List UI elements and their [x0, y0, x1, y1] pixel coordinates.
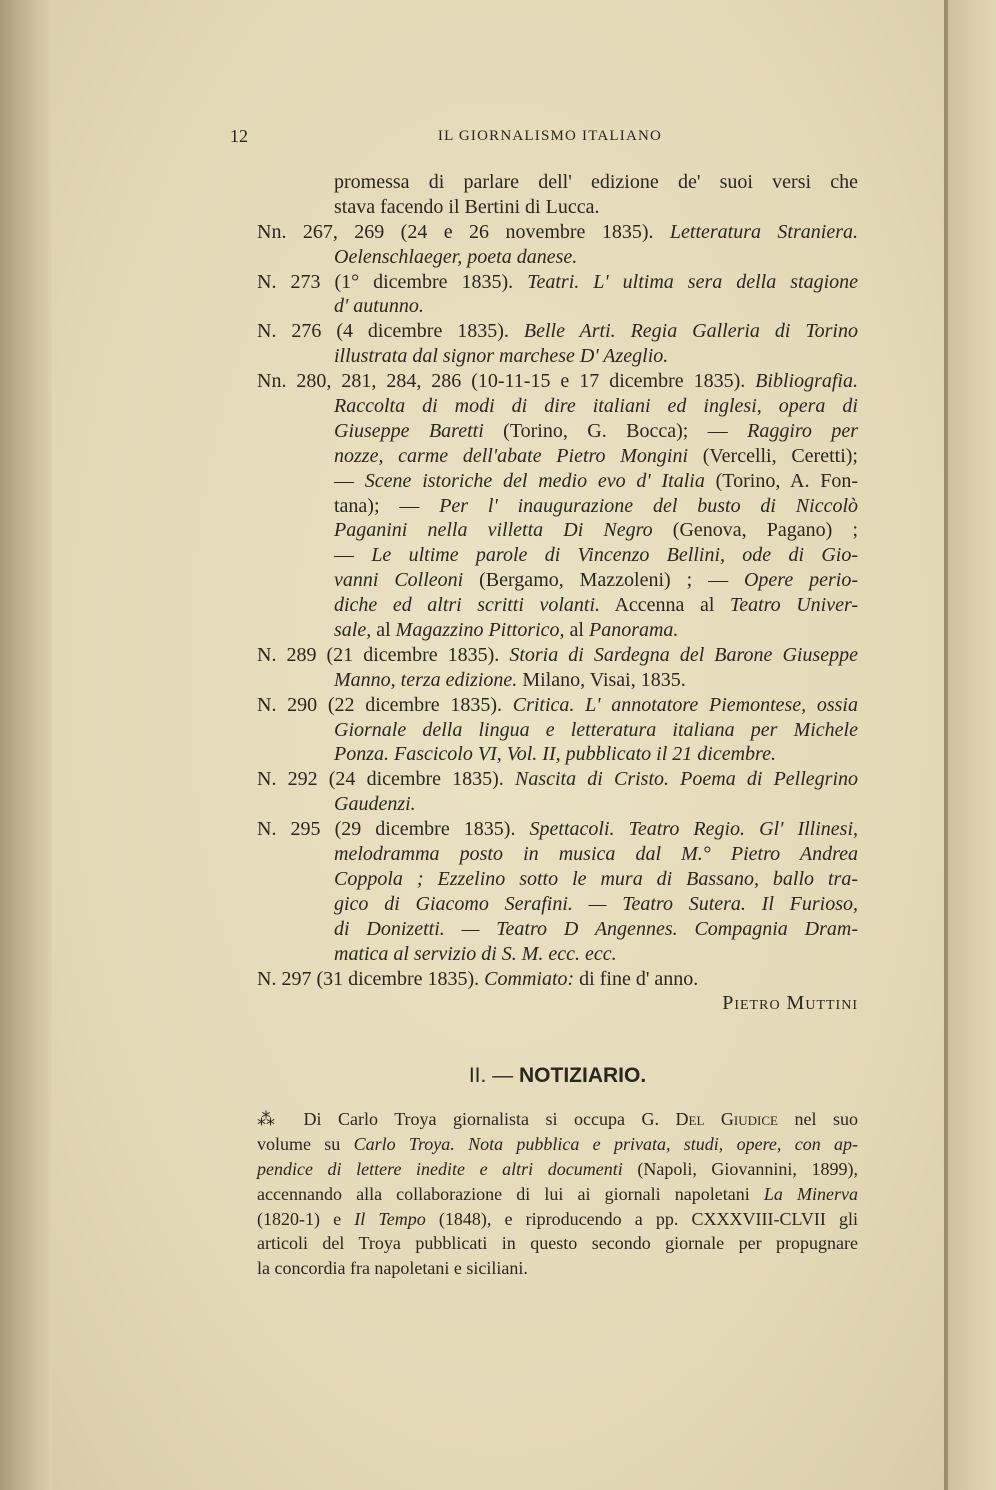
text: (1820-1) e [257, 1208, 355, 1229]
text-line [257, 718, 858, 743]
entries-list [257, 170, 858, 1016]
text-line [257, 892, 858, 917]
text-line [257, 618, 858, 643]
text-line [257, 494, 858, 519]
entry [257, 369, 858, 643]
text-line [257, 1255, 858, 1280]
italic-text: Scene istoriche del medio evo d' Italia [364, 469, 705, 492]
italic-text: Manno, terza edizione. [334, 668, 518, 691]
italic-text: Storia di Sardegna del Barone Giuseppe [509, 643, 858, 666]
text-line [257, 220, 858, 245]
entry [257, 319, 858, 369]
italic-text: sale, [334, 619, 372, 642]
text: (Genova, Pagano) ; [652, 519, 859, 542]
small-caps-text: Del Giudice [675, 1109, 778, 1129]
entry [257, 693, 858, 768]
text: — [334, 469, 365, 492]
text-line [257, 518, 858, 543]
italic-text: Raggiro per [747, 419, 858, 442]
text: N. 295 (29 dicembre 1835). [257, 818, 530, 841]
italic-text: Belle Arti. Regia Galleria di Torino [523, 320, 858, 343]
text: N. 273 (1° dicembre 1835). [257, 270, 528, 293]
italic-text: Letteratura Straniera. [669, 220, 858, 243]
italic-text: pendice di lettere inedite e altri documenti [257, 1158, 623, 1179]
italic-text: Opere perio- [743, 569, 859, 592]
text: N. 292 (24 dicembre 1835). [257, 768, 515, 791]
text-line [257, 195, 858, 220]
italic-text: Magazzino Pittorico, [395, 619, 565, 642]
text-line [257, 319, 858, 344]
italic-text: Le ultime parole di Vincenzo Bellini, ode di Gio- [371, 544, 859, 567]
text: volume su [257, 1133, 354, 1154]
italic-text: Ponza. Fascicolo VI, Vol. II, pubblicato il 21 dicembre. [334, 743, 776, 766]
italic-text: nozze, carme dell'abate Pietro Mongini [334, 444, 689, 467]
text-line [257, 469, 858, 494]
italic-text: Spettacoli. Teatro Regio. Gl' Illinesi, [529, 818, 859, 841]
text-line [257, 270, 858, 295]
text-line [257, 593, 858, 618]
continued-entry [257, 170, 858, 220]
text-line [257, 792, 858, 817]
next-page-edge [948, 0, 996, 1490]
italic-text: Oelenschlaeger, poeta danese. [334, 245, 578, 268]
text: Accenna al [600, 594, 730, 617]
italic-text: Critica. L' annotatore Piemontese, ossia [512, 693, 858, 716]
text: Nn. 267, 269 (24 e 26 novembre 1835). [257, 220, 670, 243]
text: nel suo [777, 1109, 858, 1129]
text: (Torino, A. Fon- [704, 469, 859, 492]
author-signature: Pietro Muttini [722, 992, 858, 1015]
text: la concordia fra napoletani e siciliani. [257, 1258, 528, 1279]
text: N. 290 (22 dicembre 1835). [257, 693, 513, 716]
text-line [257, 419, 858, 444]
text-line [257, 568, 858, 593]
text: ⁂ Di Carlo Troya giornalista si occupa G. [257, 1109, 676, 1129]
text-line [257, 170, 858, 195]
text-line [257, 942, 858, 967]
notiziario-paragraph [257, 1106, 858, 1280]
text: stava facendo il Bertini di Lucca. [334, 195, 600, 218]
text-line [257, 1156, 858, 1181]
italic-text: Teatri. L' ultima sera della stagione [527, 270, 859, 293]
text-line [257, 1206, 858, 1231]
text-line [257, 1106, 858, 1131]
text: Milano, Visai, 1835. [517, 668, 686, 691]
italic-text: Per l' inaugurazione del busto di Niccolò [439, 494, 858, 517]
text: N. 276 (4 dicembre 1835). [257, 320, 524, 343]
text: accennando alla collaborazione di lui ai giornali napoletani [257, 1183, 764, 1204]
italic-text: Teatro Univer- [729, 594, 859, 617]
text-line [257, 817, 858, 842]
text-line [257, 767, 858, 792]
text-line [257, 344, 858, 369]
section-title: NOTIZIARIO. [519, 1064, 647, 1087]
text-line [257, 917, 858, 942]
text: (Torino, G. Bocca); — [483, 419, 748, 442]
italic-text: matica al servizio di S. M. ecc. ecc. [334, 942, 617, 965]
entry [257, 220, 858, 270]
text: (Napoli, Giovannini, 1899), [622, 1158, 858, 1179]
binding-edge [0, 0, 52, 1490]
text-line [257, 394, 858, 419]
entry [257, 817, 858, 966]
text-line [257, 867, 858, 892]
italic-text: Giuseppe Baretti [334, 419, 484, 442]
running-title: IL GIORNALISMO ITALIANO [437, 128, 663, 144]
text-line [257, 1230, 858, 1255]
text: articoli del Troya pubblicati in questo secondo giornale per propugnare [257, 1233, 858, 1254]
text-line [257, 543, 858, 568]
text-line [257, 668, 858, 693]
text: — [334, 544, 372, 567]
text: (Bergamo, Mazzoleni) ; — [463, 569, 744, 592]
text: di fine d' anno. [574, 967, 699, 990]
italic-text: Coppola ; Ezzelino sotto le mura di Bassano, ballo tra- [334, 867, 858, 890]
italic-text: Il Tempo [354, 1208, 426, 1229]
italic-text: Carlo Troya. Nota pubblica e privata, studi, opere, con ap- [353, 1133, 858, 1154]
text-line [257, 1131, 858, 1156]
text-line [257, 294, 858, 319]
text: promessa di parlare dell' edizione de' suoi versi che [334, 171, 858, 193]
italic-text: Panorama. [588, 619, 679, 642]
text-line [257, 1181, 858, 1206]
italic-text: Raccolta di modi di dire italiani ed inglesi, opera di [334, 395, 858, 418]
text: N. 297 (31 dicembre 1835). [257, 967, 485, 990]
italic-text: d' autunno. [334, 295, 424, 318]
italic-text: melodramma posto in musica dal M.° Pietro Andrea [334, 843, 858, 866]
text-line [257, 967, 858, 992]
text-line [257, 369, 858, 394]
italic-text: Gaudenzi. [334, 793, 416, 816]
text-line [257, 245, 858, 270]
text: (Vercelli, Ceretti); [688, 444, 858, 467]
text: al [371, 619, 396, 642]
text-line [257, 693, 858, 718]
italic-text: diche ed altri scritti volanti. [334, 594, 601, 617]
text-line [257, 444, 858, 469]
page-number: 12 [230, 126, 248, 146]
italic-text: Paganini nella villetta Di Negro [334, 519, 653, 542]
text-line [257, 643, 858, 668]
italic-text: Bibliografia. [755, 370, 858, 393]
italic-text: di Donizetti. — Teatro D Angennes. Compagnia Dram- [334, 917, 858, 940]
italic-text: illustrata dal signor marchese D' Azeglio. [334, 345, 669, 368]
text-line [257, 742, 858, 767]
text: Nn. 280, 281, 284, 286 (10-11-15 e 17 dicembre 1835). [257, 370, 756, 393]
italic-text: Commiato: [484, 967, 575, 990]
italic-text: gico di Giacomo Serafini. — Teatro Sutera. Il Furioso, [334, 892, 858, 915]
entry [257, 767, 858, 817]
text: N. 289 (21 dicembre 1835). [257, 643, 510, 666]
italic-text: Giornale della lingua e letteratura italiana per Michele [334, 718, 858, 741]
text-line [257, 842, 858, 867]
entry [257, 270, 858, 320]
italic-text: vanni Colleoni [334, 569, 464, 592]
entry [257, 967, 858, 992]
text: tana); — [334, 494, 440, 517]
text: al [564, 619, 589, 642]
section-heading [257, 1064, 858, 1088]
entry [257, 643, 858, 693]
italic-text: La Minerva [763, 1183, 858, 1204]
text: (1848), e riproducendo a pp. CXXXVIII-CLVII gli [425, 1208, 858, 1229]
italic-text: Nascita di Cristo. Poema di Pellegrino [514, 768, 858, 791]
section-number: II. — [468, 1064, 519, 1087]
